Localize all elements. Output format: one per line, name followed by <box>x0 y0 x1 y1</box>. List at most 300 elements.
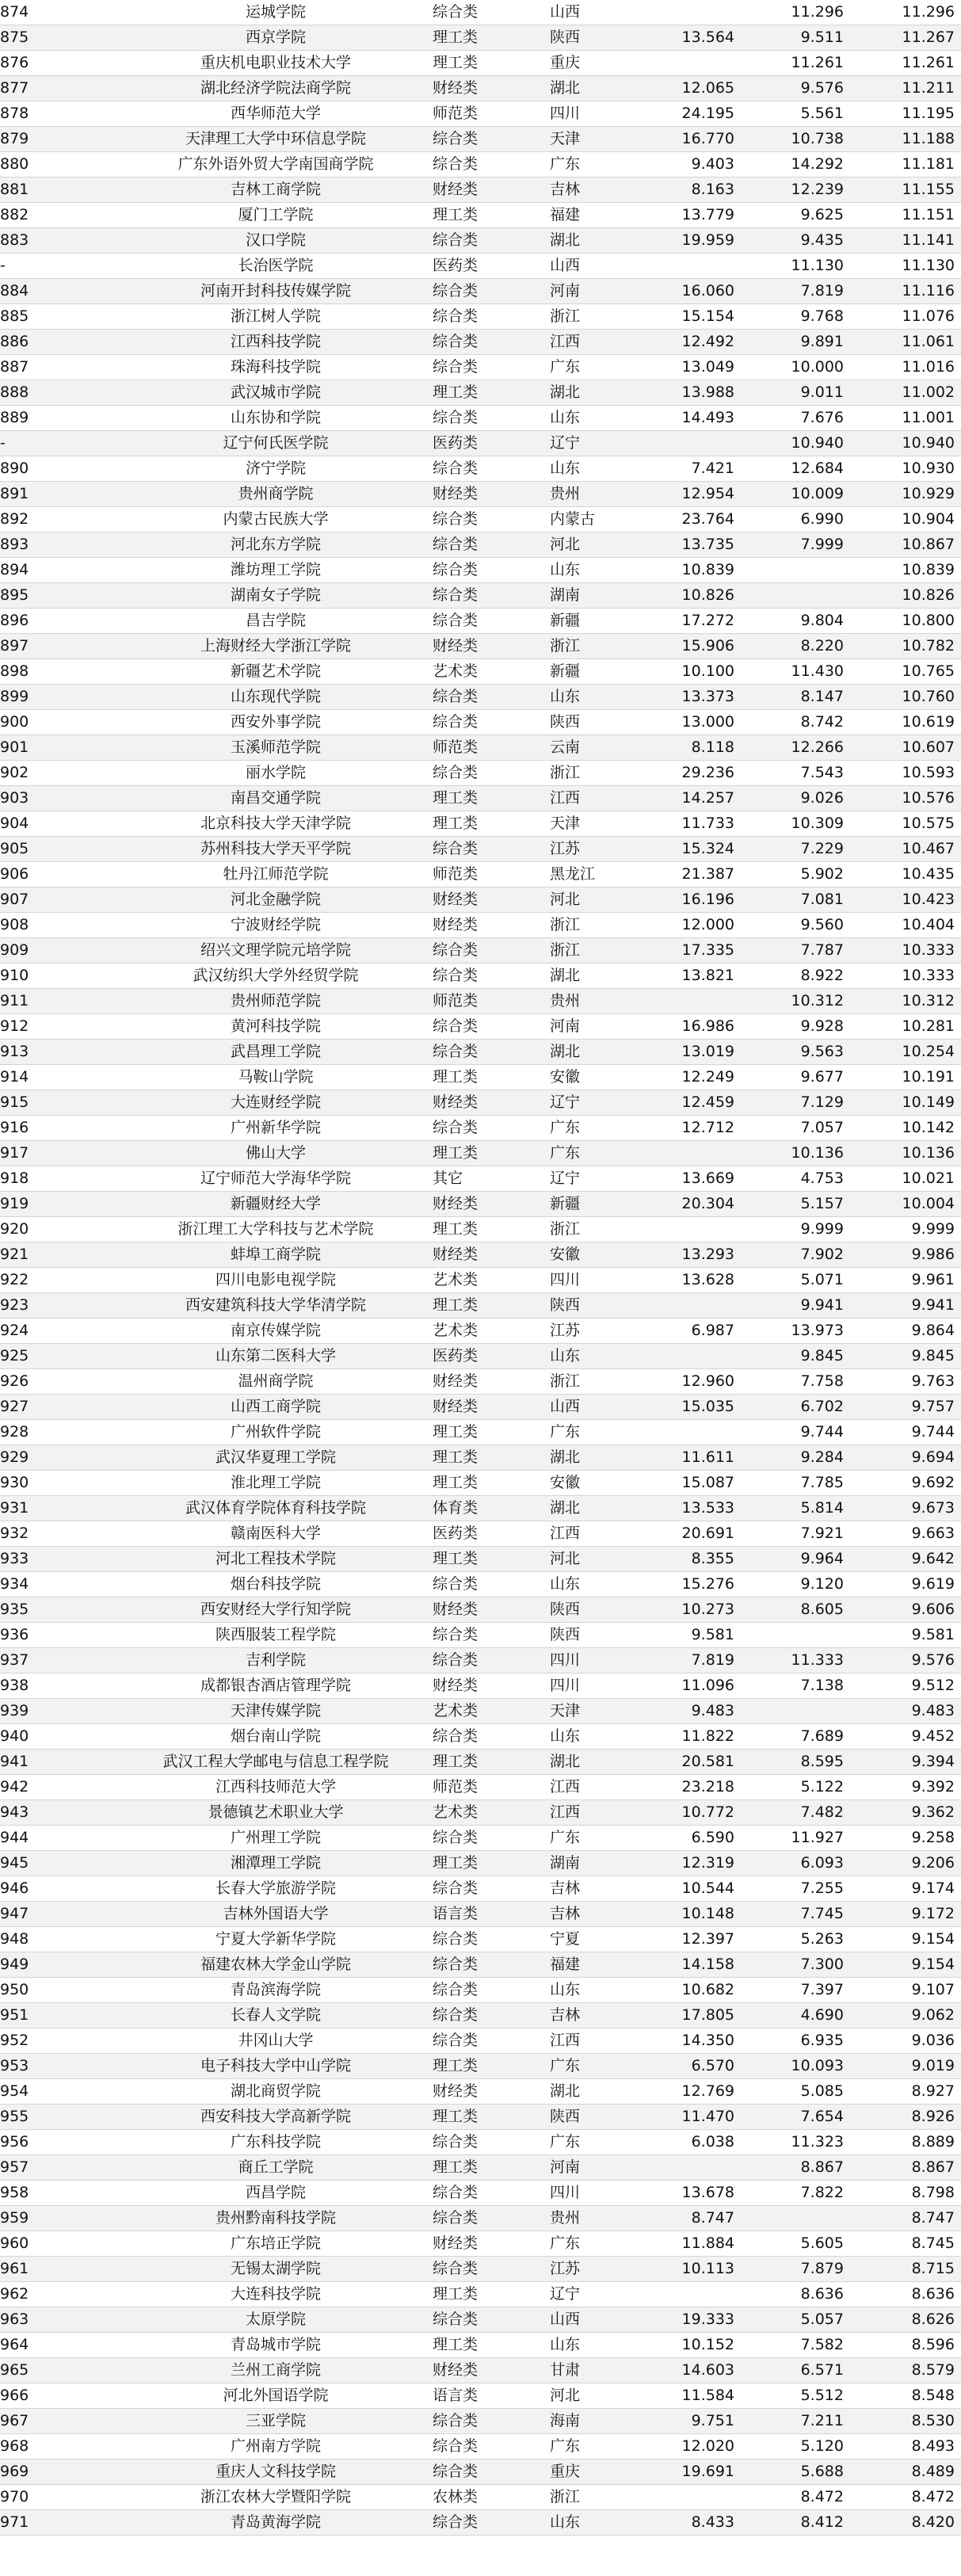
province-cell: 江西 <box>550 1521 647 1547</box>
total-score-cell: 10.136 <box>850 1141 961 1166</box>
school-type-cell: 理工类 <box>433 51 550 76</box>
rank-cell: 877 <box>0 76 125 101</box>
score-b-cell: 5.512 <box>741 2383 850 2409</box>
score-b-cell: 5.120 <box>741 2434 850 2460</box>
score-a-cell: 16.196 <box>647 887 741 913</box>
province-cell: 贵州 <box>550 2206 647 2231</box>
province-cell: 广东 <box>550 2130 647 2155</box>
rank-cell: 958 <box>0 2181 125 2206</box>
rank-cell: 896 <box>0 609 125 634</box>
score-b-cell: 9.845 <box>741 1344 850 1369</box>
rank-cell: 919 <box>0 1192 125 1217</box>
table-row <box>0 887 961 913</box>
province-cell: 重庆 <box>550 51 647 76</box>
score-b-cell: 7.902 <box>741 1242 850 1268</box>
school-name-cell: 河北外国语学院 <box>125 2383 433 2409</box>
table-row <box>0 634 961 659</box>
score-b-cell: 5.561 <box>741 101 850 127</box>
score-a-cell: 12.020 <box>647 2434 741 2460</box>
total-score-cell: 10.782 <box>850 634 961 659</box>
province-cell: 安徽 <box>550 1471 647 1496</box>
table-row <box>0 1902 961 1927</box>
province-cell: 云南 <box>550 735 647 761</box>
score-b-cell: 8.605 <box>741 1597 850 1623</box>
rank-cell: 895 <box>0 583 125 609</box>
school-name-cell: 武汉工程大学邮电与信息工程学院 <box>125 1750 433 1775</box>
province-cell: 浙江 <box>550 913 647 938</box>
rank-cell: 957 <box>0 2155 125 2181</box>
score-a-cell: 8.433 <box>647 2510 741 2536</box>
table-row <box>0 1217 961 1242</box>
province-cell: 陕西 <box>550 1623 647 1648</box>
score-a-cell <box>647 989 741 1014</box>
score-a-cell: 9.483 <box>647 1699 741 1724</box>
score-a-cell <box>647 1293 741 1319</box>
table-row <box>0 1319 961 1344</box>
school-type-cell: 语言类 <box>433 1902 550 1927</box>
rank-cell: 941 <box>0 1750 125 1775</box>
school-name-cell: 河北工程技术学院 <box>125 1547 433 1572</box>
school-name-cell: 温州商学院 <box>125 1369 433 1395</box>
school-type-cell: 师范类 <box>433 735 550 761</box>
school-type-cell: 财经类 <box>433 2358 550 2383</box>
total-score-cell: 8.927 <box>850 2079 961 2105</box>
rank-cell: 889 <box>0 406 125 431</box>
school-name-cell: 吉林工商学院 <box>125 177 433 203</box>
rank-cell: 874 <box>0 0 125 25</box>
score-a-cell: 13.000 <box>647 710 741 735</box>
table-row <box>0 2282 961 2307</box>
school-name-cell: 南京传媒学院 <box>125 1319 433 1344</box>
table-row <box>0 406 961 431</box>
score-b-cell: 9.560 <box>741 913 850 938</box>
total-score-cell: 10.423 <box>850 887 961 913</box>
score-a-cell <box>647 431 741 456</box>
score-a-cell: 7.421 <box>647 456 741 482</box>
school-type-cell: 理工类 <box>433 1065 550 1090</box>
score-b-cell: 7.689 <box>741 1724 850 1750</box>
score-b-cell: 4.753 <box>741 1166 850 1192</box>
rank-cell: 924 <box>0 1319 125 1344</box>
table-row <box>0 1826 961 1851</box>
score-b-cell <box>741 1699 850 1724</box>
school-name-cell: 井冈山大学 <box>125 2028 433 2054</box>
score-a-cell: 10.148 <box>647 1902 741 1927</box>
score-b-cell: 9.435 <box>741 228 850 254</box>
school-name-cell: 武昌理工学院 <box>125 1040 433 1065</box>
score-b-cell: 9.576 <box>741 76 850 101</box>
total-score-cell: 10.839 <box>850 558 961 583</box>
table-row <box>0 2409 961 2434</box>
school-name-cell: 湘潭理工学院 <box>125 1851 433 1876</box>
total-score-cell: 10.149 <box>850 1090 961 1116</box>
rank-cell: 949 <box>0 1952 125 1978</box>
school-type-cell: 综合类 <box>433 1952 550 1978</box>
school-type-cell: 体育类 <box>433 1496 550 1521</box>
score-b-cell: 7.255 <box>741 1876 850 1902</box>
rank-cell: 891 <box>0 482 125 507</box>
rank-cell: 904 <box>0 811 125 837</box>
rank-cell: 922 <box>0 1268 125 1293</box>
province-cell: 新疆 <box>550 1192 647 1217</box>
score-b-cell: 8.636 <box>741 2282 850 2307</box>
rank-cell: 942 <box>0 1775 125 1800</box>
total-score-cell: 11.061 <box>850 330 961 355</box>
score-a-cell: 10.100 <box>647 659 741 685</box>
table-row <box>0 1952 961 1978</box>
score-b-cell: 7.819 <box>741 279 850 304</box>
total-score-cell: 11.188 <box>850 127 961 152</box>
province-cell: 山东 <box>550 1572 647 1597</box>
total-score-cell: 9.606 <box>850 1597 961 1623</box>
rank-cell: 963 <box>0 2307 125 2333</box>
rank-cell: 960 <box>0 2231 125 2257</box>
rank-cell: 939 <box>0 1699 125 1724</box>
score-a-cell: 23.764 <box>647 507 741 532</box>
school-type-cell: 理工类 <box>433 380 550 406</box>
table-row <box>0 989 961 1014</box>
table-row <box>0 1750 961 1775</box>
school-name-cell: 武汉纺织大学外经贸学院 <box>125 964 433 989</box>
school-type-cell: 财经类 <box>433 1090 550 1116</box>
province-cell: 广东 <box>550 1826 647 1851</box>
total-score-cell: 9.673 <box>850 1496 961 1521</box>
total-score-cell: 11.151 <box>850 203 961 228</box>
school-name-cell: 浙江农林大学暨阳学院 <box>125 2485 433 2510</box>
score-a-cell: 15.276 <box>647 1572 741 1597</box>
province-cell: 湖南 <box>550 1851 647 1876</box>
rank-cell: 929 <box>0 1445 125 1471</box>
rank-cell: 918 <box>0 1166 125 1192</box>
total-score-cell: 8.472 <box>850 2485 961 2510</box>
school-type-cell: 艺术类 <box>433 1699 550 1724</box>
total-score-cell: 9.154 <box>850 1952 961 1978</box>
table-row <box>0 1547 961 1572</box>
score-a-cell: 11.584 <box>647 2383 741 2409</box>
school-name-cell: 蚌埠工商学院 <box>125 1242 433 1268</box>
province-cell: 四川 <box>550 2181 647 2206</box>
score-a-cell: 13.293 <box>647 1242 741 1268</box>
school-type-cell: 财经类 <box>433 1192 550 1217</box>
school-type-cell: 综合类 <box>433 583 550 609</box>
school-name-cell: 昌吉学院 <box>125 609 433 634</box>
table-row <box>0 2358 961 2383</box>
school-name-cell: 西安财经大学行知学院 <box>125 1597 433 1623</box>
province-cell: 内蒙古 <box>550 507 647 532</box>
score-b-cell: 11.130 <box>741 254 850 279</box>
total-score-cell: 10.333 <box>850 964 961 989</box>
rank-cell: 944 <box>0 1826 125 1851</box>
rank-cell: 899 <box>0 685 125 710</box>
province-cell: 甘肃 <box>550 2358 647 2383</box>
province-cell: 四川 <box>550 1648 647 1673</box>
total-score-cell: 9.107 <box>850 1978 961 2003</box>
table-row <box>0 2383 961 2409</box>
province-cell: 山东 <box>550 2510 647 2536</box>
province-cell: 山西 <box>550 2307 647 2333</box>
total-score-cell: 9.961 <box>850 1268 961 1293</box>
province-cell: 山西 <box>550 254 647 279</box>
school-name-cell: 重庆机电职业技术大学 <box>125 51 433 76</box>
rank-cell: 927 <box>0 1395 125 1420</box>
table-row <box>0 1268 961 1293</box>
score-a-cell: 19.691 <box>647 2460 741 2485</box>
school-type-cell: 综合类 <box>433 456 550 482</box>
school-type-cell: 财经类 <box>433 913 550 938</box>
score-a-cell: 13.735 <box>647 532 741 558</box>
total-score-cell: 8.798 <box>850 2181 961 2206</box>
score-a-cell: 17.272 <box>647 609 741 634</box>
province-cell: 山东 <box>550 558 647 583</box>
score-b-cell: 7.582 <box>741 2333 850 2358</box>
rank-cell: 885 <box>0 304 125 330</box>
total-score-cell: 11.141 <box>850 228 961 254</box>
score-b-cell: 7.676 <box>741 406 850 431</box>
province-cell: 广东 <box>550 1141 647 1166</box>
province-cell: 四川 <box>550 1673 647 1699</box>
score-b-cell: 13.973 <box>741 1319 850 1344</box>
school-name-cell: 绍兴文理学院元培学院 <box>125 938 433 964</box>
table-row <box>0 2155 961 2181</box>
score-a-cell: 17.805 <box>647 2003 741 2028</box>
score-a-cell: 12.954 <box>647 482 741 507</box>
score-a-cell: 9.403 <box>647 152 741 177</box>
province-cell: 浙江 <box>550 1369 647 1395</box>
school-type-cell: 综合类 <box>433 2181 550 2206</box>
school-name-cell: 青岛黄海学院 <box>125 2510 433 2536</box>
province-cell: 湖北 <box>550 228 647 254</box>
total-score-cell: 9.663 <box>850 1521 961 1547</box>
province-cell: 陕西 <box>550 1293 647 1319</box>
school-name-cell: 大连科技学院 <box>125 2282 433 2307</box>
province-cell: 广东 <box>550 2054 647 2079</box>
table-row <box>0 1395 961 1420</box>
total-score-cell: 11.296 <box>850 0 961 25</box>
table-row <box>0 380 961 406</box>
table-row <box>0 304 961 330</box>
score-a-cell: 8.118 <box>647 735 741 761</box>
school-name-cell: 商丘工学院 <box>125 2155 433 2181</box>
score-a-cell: 11.822 <box>647 1724 741 1750</box>
score-a-cell <box>647 2485 741 2510</box>
table-row <box>0 1420 961 1445</box>
score-a-cell: 8.163 <box>647 177 741 203</box>
score-a-cell: 13.628 <box>647 1268 741 1293</box>
score-a-cell: 14.493 <box>647 406 741 431</box>
school-name-cell: 西京学院 <box>125 25 433 51</box>
province-cell: 山东 <box>550 456 647 482</box>
province-cell: 江苏 <box>550 2257 647 2282</box>
table-row <box>0 2257 961 2282</box>
school-type-cell: 综合类 <box>433 279 550 304</box>
rank-cell: 925 <box>0 1344 125 1369</box>
score-b-cell: 10.136 <box>741 1141 850 1166</box>
total-score-cell: 8.747 <box>850 2206 961 2231</box>
table-row <box>0 2434 961 2460</box>
total-score-cell: 11.001 <box>850 406 961 431</box>
score-a-cell: 19.333 <box>647 2307 741 2333</box>
rank-cell: 959 <box>0 2206 125 2231</box>
province-cell: 海南 <box>550 2409 647 2434</box>
province-cell: 浙江 <box>550 2485 647 2510</box>
score-a-cell: 10.772 <box>647 1800 741 1826</box>
table-row <box>0 101 961 127</box>
total-score-cell: 9.864 <box>850 1319 961 1344</box>
rank-cell: 923 <box>0 1293 125 1319</box>
school-type-cell: 综合类 <box>433 964 550 989</box>
score-a-cell: 13.988 <box>647 380 741 406</box>
school-name-cell: 湖北商贸学院 <box>125 2079 433 2105</box>
school-name-cell: 广州南方学院 <box>125 2434 433 2460</box>
score-a-cell: 13.049 <box>647 355 741 380</box>
school-name-cell: 浙江理工大学科技与艺术学院 <box>125 1217 433 1242</box>
score-a-cell: 10.544 <box>647 1876 741 1902</box>
school-type-cell: 综合类 <box>433 330 550 355</box>
school-type-cell: 综合类 <box>433 685 550 710</box>
rank-cell: 913 <box>0 1040 125 1065</box>
table-row <box>0 51 961 76</box>
school-name-cell: 长治医学院 <box>125 254 433 279</box>
table-row <box>0 1192 961 1217</box>
score-b-cell: 9.284 <box>741 1445 850 1471</box>
province-cell: 浙江 <box>550 634 647 659</box>
total-score-cell: 10.142 <box>850 1116 961 1141</box>
rank-cell: 912 <box>0 1014 125 1040</box>
score-a-cell: 10.273 <box>647 1597 741 1623</box>
school-name-cell: 青岛城市学院 <box>125 2333 433 2358</box>
total-score-cell: 9.512 <box>850 1673 961 1699</box>
total-score-cell: 10.191 <box>850 1065 961 1090</box>
rank-cell: 964 <box>0 2333 125 2358</box>
score-b-cell: 9.891 <box>741 330 850 355</box>
province-cell: 辽宁 <box>550 431 647 456</box>
table-row <box>0 1648 961 1673</box>
score-b-cell: 12.684 <box>741 456 850 482</box>
score-a-cell: 11.884 <box>647 2231 741 2257</box>
rank-cell: 947 <box>0 1902 125 1927</box>
school-name-cell: 玉溪师范学院 <box>125 735 433 761</box>
school-name-cell: 江西科技师范大学 <box>125 1775 433 1800</box>
school-type-cell: 综合类 <box>433 0 550 25</box>
province-cell: 湖北 <box>550 380 647 406</box>
school-name-cell: 南昌交通学院 <box>125 786 433 811</box>
school-name-cell: 辽宁何氏医学院 <box>125 431 433 456</box>
school-type-cell: 财经类 <box>433 482 550 507</box>
table-row <box>0 938 961 964</box>
school-type-cell: 综合类 <box>433 1040 550 1065</box>
score-b-cell: 9.026 <box>741 786 850 811</box>
total-score-cell: 9.036 <box>850 2028 961 2054</box>
school-name-cell: 宁夏大学新华学院 <box>125 1927 433 1952</box>
school-name-cell: 吉林外国语大学 <box>125 1902 433 1927</box>
school-type-cell: 综合类 <box>433 1978 550 2003</box>
province-cell: 陕西 <box>550 25 647 51</box>
province-cell: 吉林 <box>550 1876 647 1902</box>
rank-cell: 966 <box>0 2383 125 2409</box>
score-a-cell: 10.682 <box>647 1978 741 2003</box>
total-score-cell: 9.362 <box>850 1800 961 1826</box>
school-name-cell: 运城学院 <box>125 0 433 25</box>
province-cell: 湖北 <box>550 76 647 101</box>
school-name-cell: 天津理工大学中环信息学院 <box>125 127 433 152</box>
score-a-cell: 13.373 <box>647 685 741 710</box>
rank-cell: 945 <box>0 1851 125 1876</box>
score-a-cell: 13.564 <box>647 25 741 51</box>
table-row <box>0 1242 961 1268</box>
school-type-cell: 综合类 <box>433 2409 550 2434</box>
school-type-cell: 综合类 <box>433 2510 550 2536</box>
rank-cell: 882 <box>0 203 125 228</box>
province-cell: 福建 <box>550 203 647 228</box>
school-type-cell: 综合类 <box>433 228 550 254</box>
school-type-cell: 理工类 <box>433 2333 550 2358</box>
school-type-cell: 理工类 <box>433 2105 550 2130</box>
score-b-cell: 7.822 <box>741 2181 850 2206</box>
province-cell: 河北 <box>550 532 647 558</box>
table-row <box>0 2054 961 2079</box>
province-cell: 湖南 <box>550 583 647 609</box>
table-row <box>0 507 961 532</box>
school-type-cell: 综合类 <box>433 761 550 786</box>
rank-cell: 894 <box>0 558 125 583</box>
rank-cell: - <box>0 254 125 279</box>
province-cell: 山西 <box>550 1395 647 1420</box>
table-row <box>0 0 961 25</box>
school-name-cell: 无锡太湖学院 <box>125 2257 433 2282</box>
table-row <box>0 2206 961 2231</box>
table-row <box>0 2510 961 2536</box>
school-name-cell: 河北金融学院 <box>125 887 433 913</box>
rank-cell: 969 <box>0 2460 125 2485</box>
table-row <box>0 2181 961 2206</box>
rank-cell: 909 <box>0 938 125 964</box>
school-name-cell: 湖北经济学院法商学院 <box>125 76 433 101</box>
total-score-cell: 10.312 <box>850 989 961 1014</box>
total-score-cell: 11.195 <box>850 101 961 127</box>
total-score-cell: 8.493 <box>850 2434 961 2460</box>
total-score-cell: 9.845 <box>850 1344 961 1369</box>
rank-cell: 961 <box>0 2257 125 2282</box>
province-cell: 山东 <box>550 2333 647 2358</box>
school-type-cell: 理工类 <box>433 1851 550 1876</box>
school-type-cell: 理工类 <box>433 1141 550 1166</box>
table-row <box>0 1496 961 1521</box>
total-score-cell: 10.619 <box>850 710 961 735</box>
rank-cell: 943 <box>0 1800 125 1826</box>
rank-cell: 916 <box>0 1116 125 1141</box>
score-b-cell: 8.595 <box>741 1750 850 1775</box>
score-a-cell: 17.335 <box>647 938 741 964</box>
table-row <box>0 1775 961 1800</box>
score-b-cell: 5.157 <box>741 1192 850 1217</box>
school-name-cell: 景德镇艺术职业大学 <box>125 1800 433 1826</box>
school-type-cell: 综合类 <box>433 532 550 558</box>
score-b-cell: 10.940 <box>741 431 850 456</box>
score-a-cell <box>647 2282 741 2307</box>
score-b-cell: 14.292 <box>741 152 850 177</box>
school-name-cell: 湖南女子学院 <box>125 583 433 609</box>
school-type-cell: 农林类 <box>433 2485 550 2510</box>
table-row <box>0 1673 961 1699</box>
province-cell: 福建 <box>550 1952 647 1978</box>
total-score-cell: 10.593 <box>850 761 961 786</box>
school-type-cell: 理工类 <box>433 2282 550 2307</box>
table-row <box>0 1597 961 1623</box>
province-cell: 江西 <box>550 2028 647 2054</box>
total-score-cell: 8.548 <box>850 2383 961 2409</box>
table-row <box>0 2231 961 2257</box>
total-score-cell: 10.607 <box>850 735 961 761</box>
